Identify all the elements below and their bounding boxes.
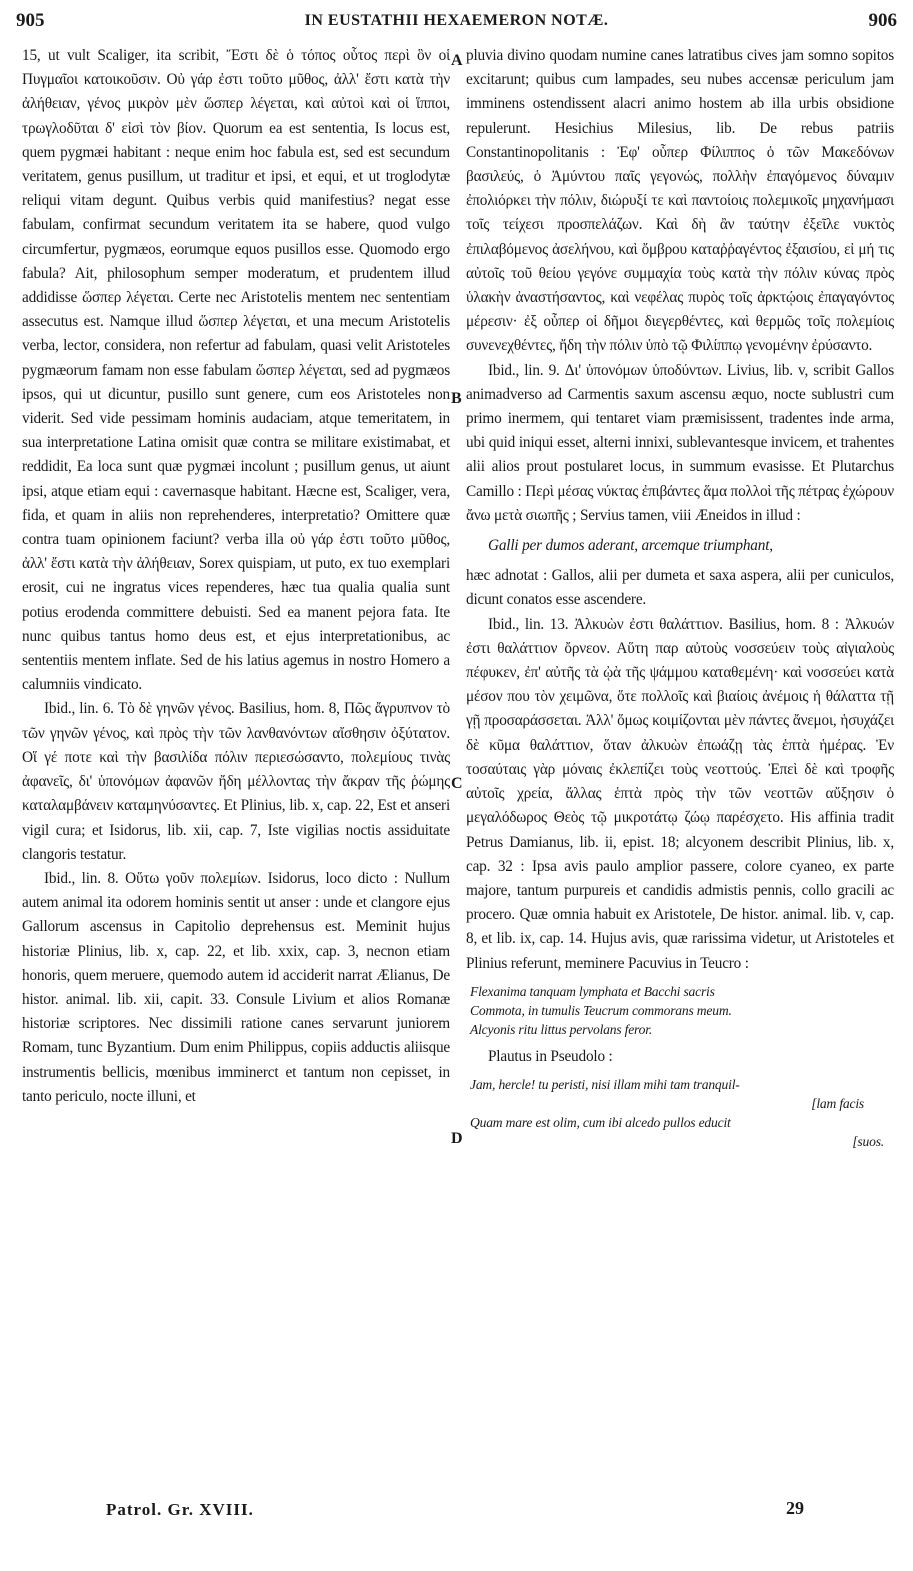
right-paragraph-3: hæc adnotat : Gallos, alii per dumeta et saxa aspera, alii per cuniculos, dicunt conatos esse ascendere. xyxy=(466,567,894,609)
printer-signature: Patrol. Gr. XVIII. xyxy=(106,1500,254,1519)
margin-marker-b: B xyxy=(451,390,462,407)
left-paragraph-3: Ibid., lin. 8. Οὕτω γοῦν πολεμίων. Isidorus, loco dicto : Nullum autem animal ita odorem hominis sentit ut anser : unde et clangore ejus Gallorum ascensus in Capitolio deprehensus est. Meminit hujus historiæ Plinius, lib. x, cap. 22, et lib. xxix, cap. 3, necnon etiam honoris, quem meruere, quemodo autem id acciderit narrat Ælianus, De histor. animal. lib. xii, capit. 33. Consule Livium et alios Romanæ historiæ scriptores. Nec dissimili ratione canes servarunt juniorem Romam, tunc Byzantium. Dum enim Philippus, copiis adductis aliisque instrumentis bellicis, mœnibus imminerct et tantum non cepisset, in tanto periculo, nocte illuni, et xyxy=(22,869,450,1105)
margin-marker-a: A xyxy=(451,52,463,69)
margin-marker-d: D xyxy=(451,1130,463,1147)
verse-line: Alcyonis ritu littus pervolans feror. xyxy=(470,1021,653,1037)
right-column xyxy=(466,44,894,1157)
verse-line: Quam mare est olim, cum ibi alcedo pullos educit xyxy=(470,1114,731,1130)
verse-line: Flexanima tanquam lymphata et Bacchi sacris xyxy=(470,983,715,999)
verse-quote-2 xyxy=(466,982,894,1039)
page-header xyxy=(14,10,899,38)
verse-line: Jam, hercle! tu peristi, nisi illam mihi tam tranquil- xyxy=(470,1076,740,1092)
right-paragraph-2: Ibid., lin. 9. Δι' ὑπονόμων ὑποδύντων. Livius, lib. v, scribit Gallos animadverso ad Carmentis saxum ascensu æquo, nocte sublustri cum primo inermem, qui tentaret viam præmisissent, tradentes inde arma, ubi quid iniqui esset, alterni innixi, sublevantesque invicem, et trahentes alii alios prout postularet locus, in summum evasisse. Et Plutarchus Camillo : Περὶ μέσας νύκτας ἐπιβάντες ἅμα πολλοὶ τῆς πέτρας ἐχώρουν ἄνω μετὰ σιωπῆς ; Servius tamen, viii Æneidos in illud : xyxy=(466,361,894,524)
page-number-left: 905 xyxy=(16,10,45,31)
running-title: IN EUSTATHII HEXAEMERON NOTÆ. xyxy=(304,12,609,29)
verse-line-continuation: [suos. xyxy=(852,1133,884,1149)
right-paragraph-1: pluvia divino quodam numine canes latratibus cives jam somno sopitos excitarunt; quibus cum lampades, seu nubes accensæ periculum jam imminens ostendissent alacri animo hostem ab illa urbis obsidione repulerunt. Hesichius Milesius, lib. De rebus patriis Constantinopolitanis : Ἐφ' οὗπερ Φίλιππος ὁ τῶν Μακεδόνων βασιλεύς, ὁ Ἀμύντου παῖς γεγονώς, πολλὴν ἐπαγόμενος δύναμιν ἐπολιόρκει τὴν πόλιν, διώρυξί τε καὶ παντοίοις πολεμικοῖς μηχανήμασι τοῖς τείχεσι προσπελάζων. Καὶ δὴ ἂν ταύτην ἐξεῖλε νυκτὸς ἐπιλαβόμενος ἀσελήνου, καὶ ὄμβρου καταῤῥαγέντος ἐξαισίου, εἰ μή τις αὐτοῖς τοῦ θείου γεγόνε συμμαχία τοὺς κατὰ τὴν πόλιν κύνας πρὸς ὑλακὴν ἀναστήσαντος, καὶ νεφέλας πυρὸς τοῖς ἀρκτῴοις ἐπαγαγόντος μέρεσιν· ἐξ οὗπερ οἱ δῆμοι διεγερθέντες, καὶ θερμῶς τοῖς πολεμίοις συνενεχθέντες, ἤδη τὴν πόλιν ὑπὸ τῷ Φιλίππῳ γενομένην ἐρύσαντο. xyxy=(466,47,894,355)
verse-quote-1 xyxy=(466,534,894,558)
left-paragraph-1: 15, ut vult Scaliger, ita scribit, Ἔστι δὲ ὁ τόπος οὗτος περὶ ὃν οἱ Πυγμαῖοι κατοικοῦσιν. Οὐ γάρ ἐστι τοῦτο μῦθος, ἀλλ' ἔστι κατὰ τὴν ἀλήθειαν, γένος μικρὸν μὲν ὥσπερ λέγεται, καὶ αὐτοὶ καὶ οἱ ἵπποι, τρωγλοδῦται δ' εἰσὶ τὸν βίον. Quorum ea est sententia, Is locus est, quem pygmæi habitant : neque enim hoc fabula est, sed est secundum veritatem, genus pusillum, ut traditur et ipsi, et equi, et ut troglodytæ reliqui vitam degunt. Quibus verbis quid manifestius? negat esse fabulam, confirmat secundum veritatem ita se habere, quod vulgo circumfertur, pygmæos, eorumque equos pusillos esse. Quomodo ergo fabula? Ait, philosophum semper moderatum, et prudentem illud addidisse ὥσπερ λέγεται. Certe nec Aristotelis mentem nec sententiam assecutus est. Namque illud ὥσπερ λέγεται, et una mecum Aristotelis verba, lector, considera, non refertur ad fabulam, quasi velit Aristoteles pygmæorum famam non esse fabulam ὥσπερ λέγεται, sed ad pygmæos ipsos, qui ut dicuntur, pusillo sunt genere, cum eos Aristoteles non viderit. Sed vide pessimam hominis audaciam, atque temeritatem, in sua interpretatione Latina omisit quæ contra se militare existimabat, et reddidit, Ea loca sunt quæ pygmæi incolunt ; pusillum genus, ut aiunt ipsi, atque etiam equi : cavernasque habitant. Hæcne est, Scaliger, vera, fida, et quam in aliis non reprehenderes, interpretatio? Omittere quæ contra tuam opinionem faciunt? verba illa οὐ γάρ ἐστι τοῦτο μῦθος, ἀλλ' ἔστι κατὰ τὴν ἀλήθειαν, Sorex quispiam, ut puto, ex tuo exemplari erosit, cui ne ingratus vices rependeres, hæc tua qualia qualia sunt potius erodenda committere debuisti. Sed ea manent pejora fata. Ite nunc quibus tantus homo deus est, et ejus interpretationibus, ac sententiis mentem inflate. Sed de his latius agemus in nostro Homero a calumniis vindicato. xyxy=(22,47,450,694)
verse-line-continuation: [lam facis xyxy=(811,1095,864,1111)
margin-marker-c: C xyxy=(451,775,463,792)
signature-number: 29 xyxy=(786,1498,804,1518)
verse-line: Commota, in tumulis Teucrum commorans meum. xyxy=(470,1002,732,1018)
left-column xyxy=(22,44,450,1109)
page-number-right: 906 xyxy=(868,10,897,31)
right-paragraph-5: Plautus in Pseudolo : xyxy=(488,1047,613,1065)
left-paragraph-2: Ibid., lin. 6. Τὸ δὲ γηνῶν γένος. Basilius, hom. 8, Πῶς ἄγρυπνον τὸ τῶν γηνῶν γένος, καὶ πρὸς τὴν τῶν λανθανόντων αἴσθησιν ὀξύτατον. Οἵ γέ ποτε καὶ τὴν βασιλίδα πόλιν περιεσώσαντο, πολεμίους τινὰς ἀφανεῖς, δι' ὑπονόμων ἀφανῶν ἤδη μέλλοντας τὴν ἄκραν τῆς ῥώμης καταλαμβάνειν καταμηνύσαντες. Et Plinius, lib. x, cap. 22, Est et anseri vigil cura; et Isidorus, lib. xii, cap. 7, Iste vigilias noctis assiduitate clangoris testatur. xyxy=(22,700,450,863)
verse-quote-3 xyxy=(466,1075,894,1151)
right-paragraph-4: Ibid., lin. 13. Ἀλκυὼν ἐστι θαλάττιον. Basilius, hom. 8 : Ἀλκυών ἐστι θαλάττιον ὄρνεον. Αὕτη παρ αὐτοὺς νοσσεύειν τοὺς αἰγιαλοὺς πέφυκεν, ἐπ' αὐτῆς τὰ ᾠὰ τῆς ψάμμου καταθεμένη· καὶ νοσσεύει κατὰ μέσον που τὸν χειμῶνα, ὅτε πολλοῖς καὶ βιαίοις ἀνέμοις ἡ θάλαττα τῇ γῇ προσαράσσεται. Ἀλλ' ὅμως κοιμίζονται μὲν πάντες ἄνεμοι, ἡσυχάζει δὲ κῦμα θαλάττιον, ὅταν ἀλκυὼν ἐπωάζῃ τὰς ἑπτὰ ἡμέρας. Ἐν τοσαύταις γὰρ μόναις ἐκλεπίζει τοὺς νεοττούς. Ἐπεὶ δὲ καὶ τροφῆς αὐτοῖς χρεία, ἄλλας ἑπτὰ πρὸς τὴν τῶν νεοττῶν αὔξησιν ὁ μεγαλόδωρος Θεὸς τῷ μικροτάτῳ ζώῳ παρέσχετο. His affinia tradit Petrus Damianus, lib. ii, epist. 18; alcyonem describit Plinius, lib. x, cap. 32 : Ipsa avis paulo amplior passere, colore cyaneo, ex parte majore, tantum purpureis et candidis admistis pennis, collo gracili ac procero. Quæ omnia habuit ex Aristotele, De histor. animal. lib. v, cap. 8, et lib. ix, cap. 14. Hujus avis, quæ rarissima videtur, ut Aristoteles et Plinius referunt, meminere Pacuvius in Teucro : xyxy=(466,615,894,972)
verse-line: Galli per dumos aderant, arcemque triumphant, xyxy=(488,537,773,555)
